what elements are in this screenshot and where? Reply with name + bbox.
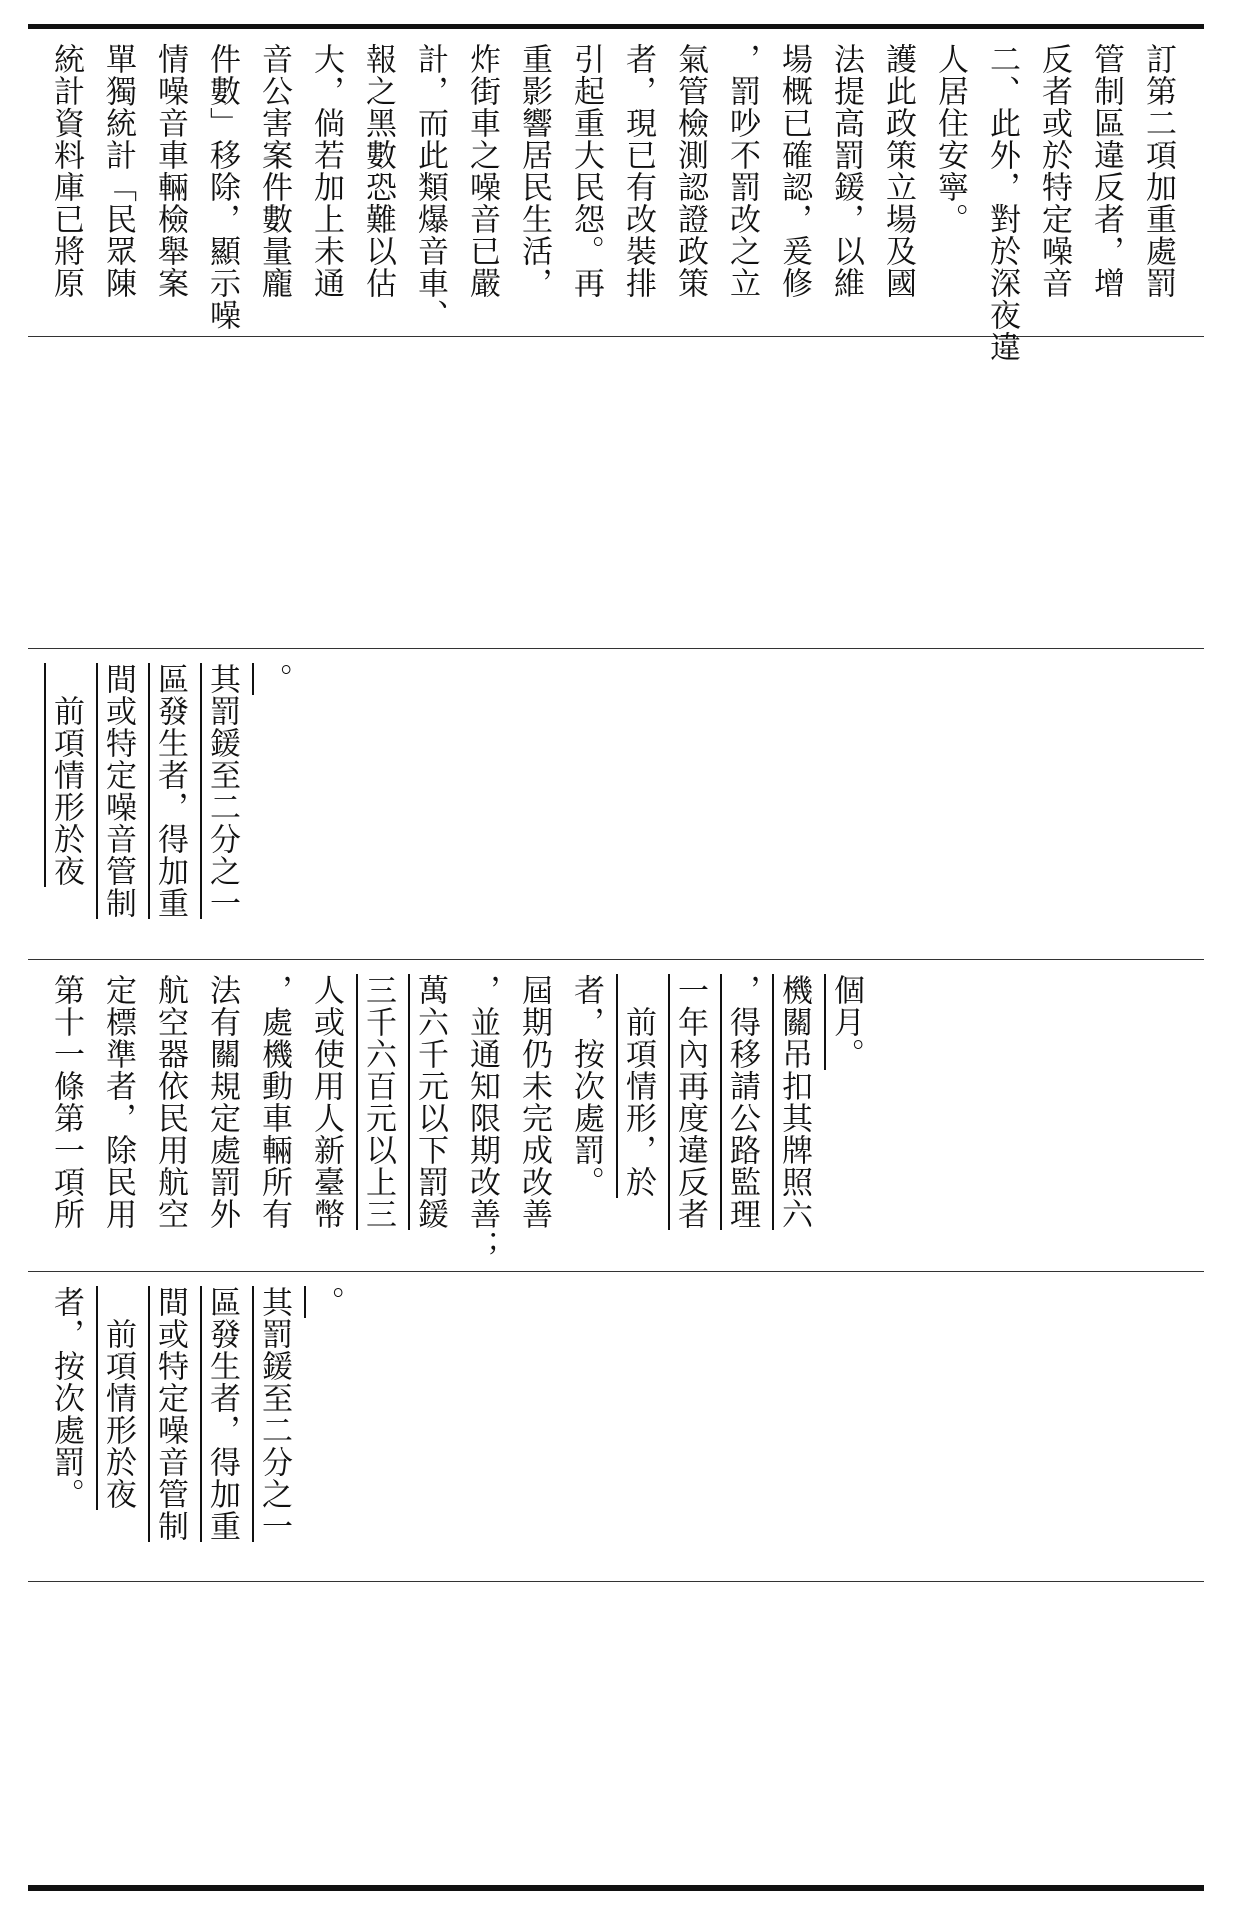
article-text-columns <box>40 974 872 1263</box>
column-text: 者，按次處罰。 <box>48 1286 84 1510</box>
column-text: 其罰鍰至二分之一 <box>256 1286 292 1542</box>
proposed-paragraph-columns <box>40 663 300 951</box>
text-column <box>1132 43 1184 328</box>
text-column <box>144 974 196 1263</box>
text-column <box>976 43 1028 363</box>
text-column <box>456 974 508 1263</box>
column-text: ，處機動車輛所有 <box>256 974 292 1230</box>
text-column <box>508 974 560 1263</box>
text-column <box>352 974 404 1263</box>
column-text: 人或使用人新臺幣 <box>308 974 344 1230</box>
column-text: 機關吊扣其牌照六 <box>776 974 812 1230</box>
column-text: 人居住安寧。 <box>932 43 968 235</box>
column-text: 航空器依民用航空 <box>152 974 188 1230</box>
text-column <box>40 43 92 328</box>
column-text: 三千六百元以上三 <box>360 974 396 1230</box>
column-text: 前項情形，於 <box>620 974 656 1198</box>
text-column <box>248 43 300 328</box>
column-text: 件數」移除，顯示噪 <box>204 43 240 331</box>
column-text: 。 <box>256 663 292 695</box>
text-column <box>508 43 560 328</box>
text-column <box>144 1286 196 1573</box>
column-text: 情噪音車輛檢舉案 <box>152 43 188 299</box>
text-column <box>820 43 872 328</box>
text-column <box>456 43 508 328</box>
explanation-cell <box>28 29 1204 363</box>
text-column <box>404 43 456 331</box>
text-column <box>820 974 872 1263</box>
column-text: 一年內再度違反者 <box>672 974 708 1230</box>
column-text: 二、此外，對於深夜違 <box>984 43 1020 363</box>
text-column <box>92 663 144 951</box>
text-column <box>664 974 716 1263</box>
column-text: 報之黑數恐難以估 <box>360 43 396 299</box>
text-column <box>92 1286 144 1573</box>
column-text: 前項情形於夜 <box>48 663 84 887</box>
column-text: 護此政策立場及國 <box>880 43 916 299</box>
column-text: ，罰吵不罰改之立 <box>724 43 760 299</box>
text-column <box>300 43 352 328</box>
column-text: 氣管檢測認證政策 <box>672 43 708 299</box>
column-text: 反者或於特定噪音 <box>1036 43 1072 299</box>
column-text: 定標準者，除民用 <box>100 974 136 1230</box>
column-text: 音公害案件數量龐 <box>256 43 292 299</box>
column-text: 者，現已有改裝排 <box>620 43 656 299</box>
article-text-cell <box>28 960 1204 1272</box>
text-column <box>92 974 144 1263</box>
text-column <box>248 1286 300 1573</box>
proposed-paragraph-cell <box>28 649 1204 960</box>
text-column <box>196 974 248 1263</box>
column-text: 個月。 <box>828 974 864 1070</box>
column-text: 管制區違反者，增 <box>1088 43 1124 299</box>
column-text: 間或特定噪音管制 <box>100 663 136 919</box>
text-column <box>768 43 820 328</box>
text-column <box>560 43 612 328</box>
text-column <box>872 43 924 328</box>
text-column <box>248 663 300 951</box>
column-text: 。 <box>308 1286 344 1318</box>
column-text: 計，而此類爆音車、 <box>412 43 448 331</box>
column-text: 區發生者，得加重 <box>204 1286 240 1542</box>
text-column <box>196 43 248 331</box>
text-column <box>196 663 248 951</box>
column-text: 萬六千元以下罰鍰 <box>412 974 448 1230</box>
text-column <box>1080 43 1132 328</box>
text-column <box>40 974 92 1263</box>
text-column <box>92 43 144 328</box>
column-text: 單獨統計「民眾陳 <box>100 43 136 299</box>
column-text: 其罰鍰至二分之一 <box>204 663 240 919</box>
text-column <box>664 43 716 328</box>
text-column <box>560 974 612 1263</box>
column-text: 訂第二項加重處罰 <box>1140 43 1176 299</box>
text-column <box>248 974 300 1263</box>
column-text: 法有關規定處罰外 <box>204 974 240 1230</box>
column-text: ，得移請公路監理 <box>724 974 760 1230</box>
text-column <box>716 43 768 328</box>
text-column <box>352 43 404 328</box>
text-column <box>40 663 92 951</box>
text-column <box>1028 43 1080 328</box>
text-column <box>716 974 768 1263</box>
text-column <box>300 1286 352 1573</box>
text-column <box>612 43 664 328</box>
text-column <box>612 974 664 1263</box>
text-column <box>300 974 352 1263</box>
column-text: 前項情形於夜 <box>100 1286 136 1510</box>
column-text: 區發生者，得加重 <box>152 663 188 919</box>
text-column <box>144 663 196 951</box>
column-text: 重影響居民生活， <box>516 43 552 299</box>
column-text: 法提高罰鍰，以維 <box>828 43 864 299</box>
column-text: 場概已確認，爰修 <box>776 43 812 299</box>
column-text: 者，按次處罰。 <box>568 974 604 1198</box>
column-text: 第十一條第一項所 <box>48 974 84 1230</box>
column-text: 間或特定噪音管制 <box>152 1286 188 1542</box>
column-text: 炸街車之噪音已嚴 <box>464 43 500 299</box>
column-text: 引起重大民怨。再 <box>568 43 604 299</box>
column-text: 屆期仍未完成改善 <box>516 974 552 1230</box>
text-column <box>144 43 196 328</box>
column-text: 統計資料庫已將原 <box>48 43 84 299</box>
text-column <box>196 1286 248 1573</box>
explanation-columns <box>40 43 1184 363</box>
text-column <box>768 974 820 1263</box>
text-column <box>40 1286 92 1573</box>
amended-text-columns <box>40 1286 352 1573</box>
text-column <box>404 974 456 1263</box>
bottom-rule <box>28 1885 1204 1891</box>
text-column <box>924 43 976 328</box>
column-text: ，並通知限期改善； <box>464 974 500 1262</box>
empty-cell <box>28 337 1204 649</box>
column-text: 大，倘若加上未通 <box>308 43 344 299</box>
amended-text-cell <box>28 1272 1204 1582</box>
